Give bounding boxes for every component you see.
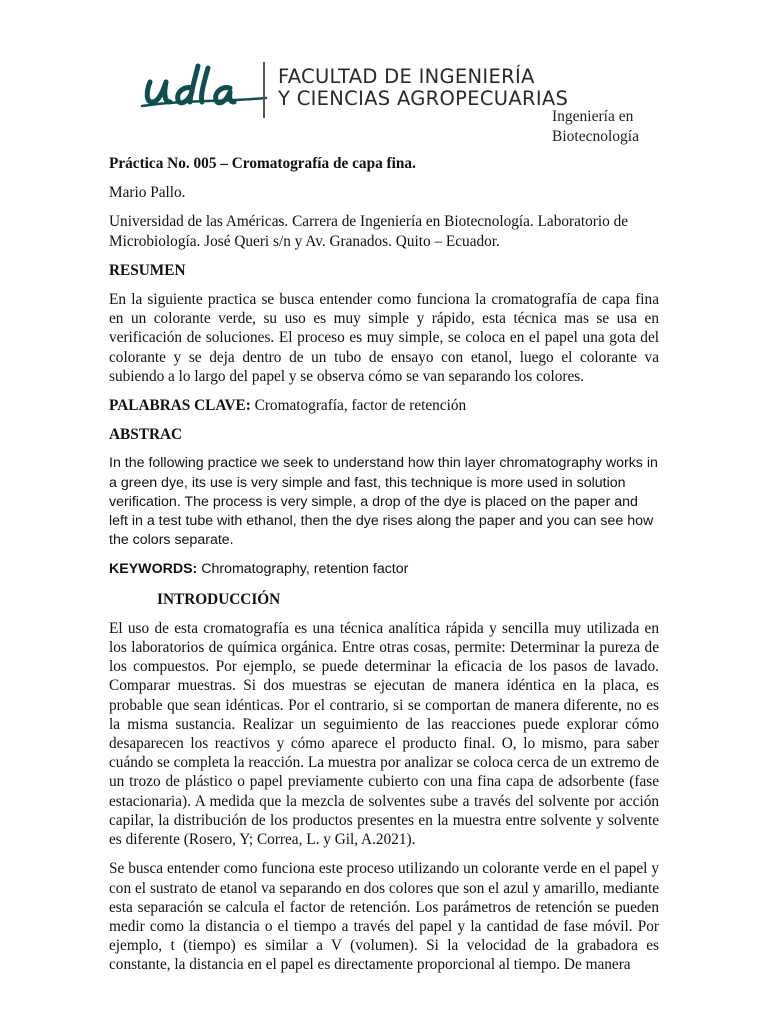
keywords-en [109, 560, 659, 579]
udla-logo-icon [140, 58, 270, 122]
keywords-es [109, 396, 659, 415]
resumen-heading: RESUMEN [109, 261, 186, 279]
faculty-line-2: Y CIENCIAS AGROPECUARIAS [278, 87, 569, 110]
document-title: Práctica No. 005 – Cromatografía de capa fina. [109, 155, 416, 172]
document-body [109, 154, 659, 985]
document-header [0, 0, 768, 150]
abstract-heading: ABSTRAC [109, 426, 183, 444]
keywords-en-text: Chromatography, retention factor [197, 561, 409, 578]
keywords-es-text: Cromatografía, factor de retención [250, 397, 467, 415]
faculty-name [278, 66, 568, 110]
intro-paragraph-2: Se busca entender como funciona este proceso utilizando un colorante verde en el papel y con el sustrato de etanol va separando en dos colores que son el azul y amarillo, mediante esta separación se calcula el factor de retención. Los parámetros de retención se pueden medir como la distancia o el tiempo a través del papel y la cantidad de fase móvil. Por ejemplo, t (tiempo) es similar a V (volumen). Si la velocidad de la grabadora es constante, la distancia en el papel es directamente proporcional al tiempo. De manera [109, 860, 659, 974]
program-line-1: Ingeniería en [552, 108, 634, 125]
header-divider [263, 62, 266, 118]
program-line-2: Biotecnología [552, 128, 639, 145]
affiliation-text: Universidad de las Américas. Carrera de Ingeniería en Biotecnología. Laboratorio de Microbiología. José Queri s/n y Av. Granados. Quito – Ecuador. [109, 213, 629, 250]
keywords-en-label: KEYWORDS: [109, 561, 198, 578]
keywords-es-label: PALABRAS CLAVE: [109, 397, 251, 415]
author-name: Mario Pallo. [109, 184, 186, 202]
resumen-paragraph: En la siguiente practica se busca entender como funciona la cromatografía de capa fina en un colorante verde, su uso es muy simple y rápido, esta técnica mas se usa en verificación de soluciones. El proceso es muy simple, se coloca en el papel una gota del colorante y se deja dentro de un tubo de ensayo con etanol, luego el colorante va subiendo a lo largo del papel y se observa cómo se van separando los colores. [109, 291, 659, 385]
intro-paragraph-1: El uso de esta cromatografía es una técnica analítica rápida y sencilla muy utilizada en los laboratorios de química orgánica. Entre otras cosas, permite: Determinar la pureza de los compuestos. Por ejemplo, se puede determinar la eficacia de los pasos de lavado. Comparar muestras. Si dos muestras se ejecutan de manera idéntica en la placa, es probable que sean idénticas. Por el contrario, si se comportan de manera diferente, no es la misma sustancia. Realizar un seguimiento de las reacciones puede explorar cómo desaparecen los reactivos y cómo aparece el producto final. O, lo mismo, para saber cuándo se completa la reacción. La muestra por analizar se coloca cerca de un extremo de un trozo de plástico o papel previamente cubierto con una fina capa de adsorbente (fase estacionaria). A medida que la mezcla de solventes sube a través del solvente por acción capilar, la distribución de los productos presentes en la muestra entre solvente y solvente es diferente (Rosero, Y; Correa, L. y Gil, A.2021). [109, 619, 659, 849]
abstract-paragraph: In the following practice we seek to understand how thin layer chromatography works in a green dye, its use is very simple and fast, this technique is more used in solution verification. The process is very simple, a drop of the dye is placed on the paper and left in a test tube with ethanol, then the dye rises along the paper and you can see how the colors separate. [109, 455, 658, 549]
program-name [552, 107, 639, 147]
intro-heading: INTRODUCCIÓN [157, 590, 281, 608]
faculty-line-1: FACULTAD DE INGENIERÍA [278, 65, 535, 88]
